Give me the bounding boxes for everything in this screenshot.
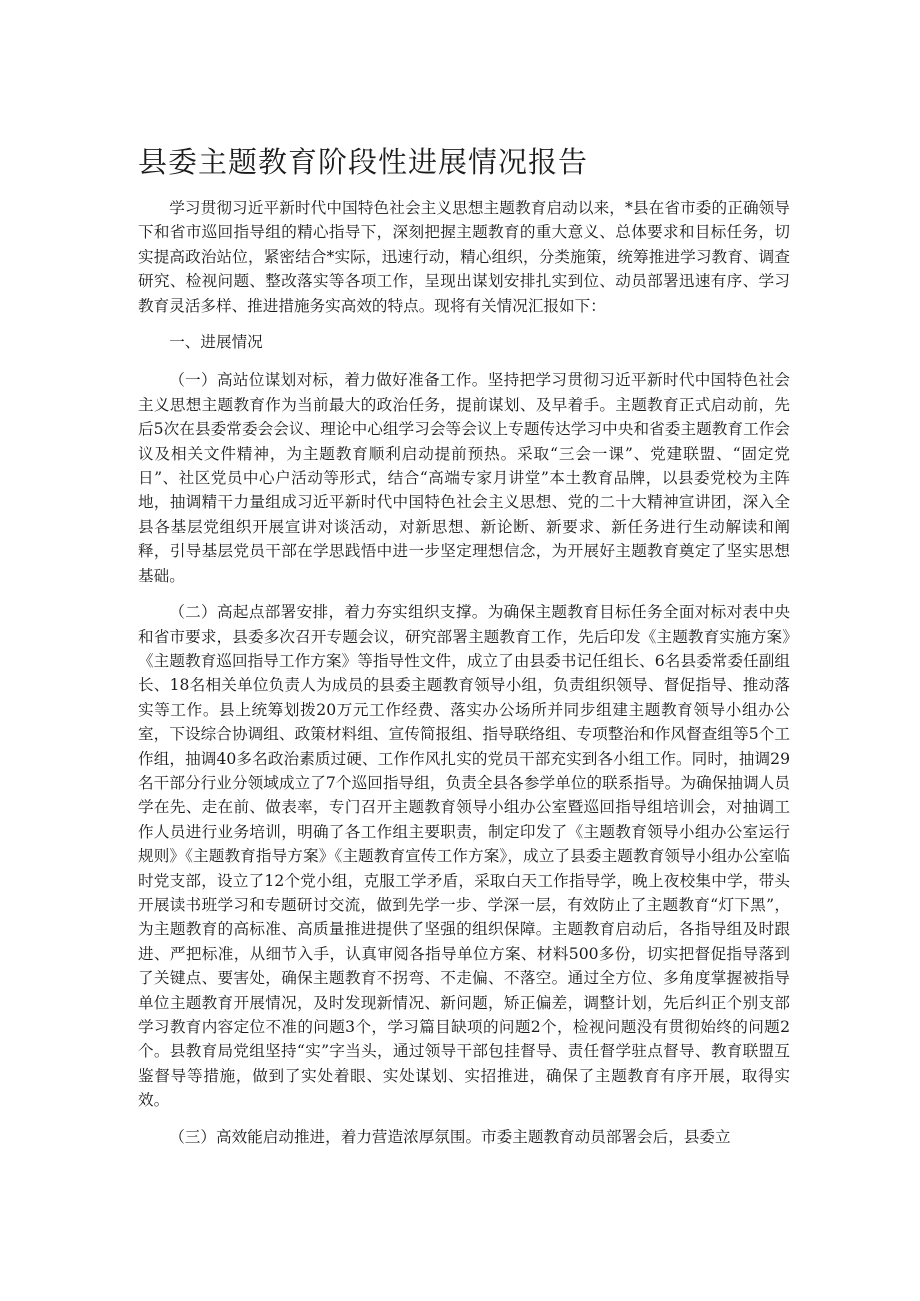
document-title: 县委主题教育阶段性进展情况报告: [138, 145, 589, 179]
section-heading: 一、进展情况: [169, 333, 263, 352]
intro-paragraph: 学习贯彻习近平新时代中国特色社会主义思想主题教育启动以来，*县在省市委的正确领导下和省市巡回指导组的精心指导下，深刻把握主题教育的重大意义、总体要求和目标任务，切实提高政治站位，紧密结合*实际，迅速行动，精心组织，分类施策，统筹推进学习教育、调查研究、检视问题、整改落实等各项工作，呈现出谋划安排扎实到位、动员部署迅速有序、学习教育灵活多样、推进措施务实高效的特点。现将有关情况汇报如下：: [138, 199, 790, 315]
subsection-paragraph-3: （三）高效能启动推进，着力营造浓厚氛围。市委主题教育动员部署会后，县委立: [169, 1127, 731, 1146]
subsection-paragraph-2: （二）高起点部署安排，着力夯实组织支撑。为确保主题教育目标任务全面对标对表中央和省市要求，县委多次召开专题会议，研究部署主题教育工作，先后印发《主题教育实施方案》《主题教育巡回指导工作方案》等指导性文件，成立了由县委书记任组长、6名县委常委任副组长、18名相关单位负责人为成员的县委主题教育领导小组，负责组织领导、督促指导、推动落实等工作。县上统筹划拨20万元工作经费、落实办公场所并同步组建主题教育领导小组办公室，下设综合协调组、政策材料组、宣传简报组、指导联络组、专项整治和作风督查组等5个工作组，抽调40多名政治素质过硬、工作作风扎实的党员干部充实到各小组工作。同时，抽调29名干部分行业分领域成立了7个巡回指导组，负责全县各参学单位的联系指导。为确保抽调人员学在先、走在前、做表率，专门召开主题教育领导小组办公室暨巡回指导组培训会，对抽调工作人员进行业务培训，明确了各工作组主要职责，制定印发了《主题教育领导小组办公室运行规则》《主题教育指导方案》《主题教育宣传工作方案》，成立了县委主题教育领导小组办公室临时党支部，设立了12个党小组，克服工学矛盾，采取白天工作指导学，晚上夜校集中学，带头开展读书班学习和专题研讨交流，做到先学一步、学深一层，有效防止了主题教育“灯下黑”，为主题教育的高标准、高质量推进提供了坚强的组织保障。主题教育启动后，各指导组及时跟进、严把标准，从细节入手，认真审阅各指导单位方案、材料500多份，切实把督促指导落到了关键点、要害处，确保主题教育不拐弯、不走偏、不落空。通过全方位、多角度掌握被指导单位主题教育开展情况，及时发现新情况、新问题，矫正偏差，调整计划，先后纠正个别支部学习教育内容定位不准的问题3个，学习篇目缺项的问题2个，检视问题没有贯彻始终的问题2个。县教育局党组坚持“实”字当头，通过领导干部包挂督导、责任督学驻点督导、教育联盟互鉴督导等措施，做到了实处着眼、实处谋划、实招推进，确保了主题教育有序开展，取得实效。: [138, 603, 790, 1110]
subsection-paragraph-1: （一）高站位谋划对标，着力做好准备工作。坚持把学习贯彻习近平新时代中国特色社会主义思想主题教育作为当前最大的政治任务，提前谋划、及早着手。主题教育正式启动前，先后5次在县委常委会会议、理论中心组学习会等会议上专题传达学习中央和省委主题教育工作会议及相关文件精神，为主题教育顺利启动提前预热。采取“三会一课”、党建联盟、“固定党日”、社区党员中心户活动等形式，结合“高端专家月讲堂”本土教育品牌，以县委党校为主阵地，抽调精干力量组成习近平新时代中国特色社会主义思想、党的二十大精神宣讲团，深入全县各基层党组织开展宣讲对谈活动，对新思想、新论断、新要求、新任务进行生动解读和阐释，引导基层党员干部在学思践悟中进一步坚定理想信念，为开展好主题教育奠定了坚实思想基础。: [138, 371, 790, 585]
document-body: [138, 196, 790, 1161]
